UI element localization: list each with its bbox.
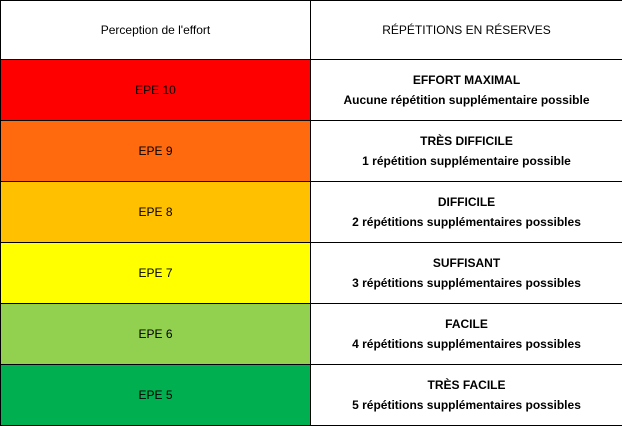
description-subtitle: Aucune répétition supplémentaire possible — [311, 90, 622, 110]
description-subtitle: 3 répétitions supplémentaires possibles — [311, 273, 622, 293]
level-cell-epe-6: EPE 6 — [1, 304, 311, 365]
description-title: SUFFISANT — [311, 253, 622, 273]
description-subtitle: 4 répétitions supplémentaires possibles — [311, 334, 622, 354]
table-row — [1, 365, 622, 426]
header-reserves: RÉPÉTITIONS EN RÉSERVES — [311, 1, 622, 60]
table-row — [1, 182, 622, 243]
level-cell-epe-8: EPE 8 — [1, 182, 311, 243]
level-cell-epe-5: EPE 5 — [1, 365, 311, 426]
description-title: FACILE — [311, 314, 622, 334]
description-subtitle: 2 répétitions supplémentaires possibles — [311, 212, 622, 232]
description-subtitle: 1 répétition supplémentaire possible — [311, 151, 622, 171]
header-perception: Perception de l'effort — [1, 1, 311, 60]
table-row — [1, 304, 622, 365]
description-cell — [311, 304, 622, 365]
description-cell — [311, 243, 622, 304]
description-cell — [311, 365, 622, 426]
description-cell — [311, 60, 622, 121]
description-title: TRÈS DIFFICILE — [311, 131, 622, 151]
description-title: EFFORT MAXIMAL — [311, 70, 622, 90]
level-cell-epe-9: EPE 9 — [1, 121, 311, 182]
table-row — [1, 60, 622, 121]
table-row — [1, 121, 622, 182]
level-cell-epe-10: EPE 10 — [1, 60, 311, 121]
description-cell — [311, 121, 622, 182]
level-cell-epe-7: EPE 7 — [1, 243, 311, 304]
table-row — [1, 243, 622, 304]
description-title: DIFFICILE — [311, 192, 622, 212]
description-subtitle: 5 répétitions supplémentaires possibles — [311, 395, 622, 415]
description-title: TRÈS FACILE — [311, 375, 622, 395]
header-row — [1, 1, 622, 60]
description-cell — [311, 182, 622, 243]
